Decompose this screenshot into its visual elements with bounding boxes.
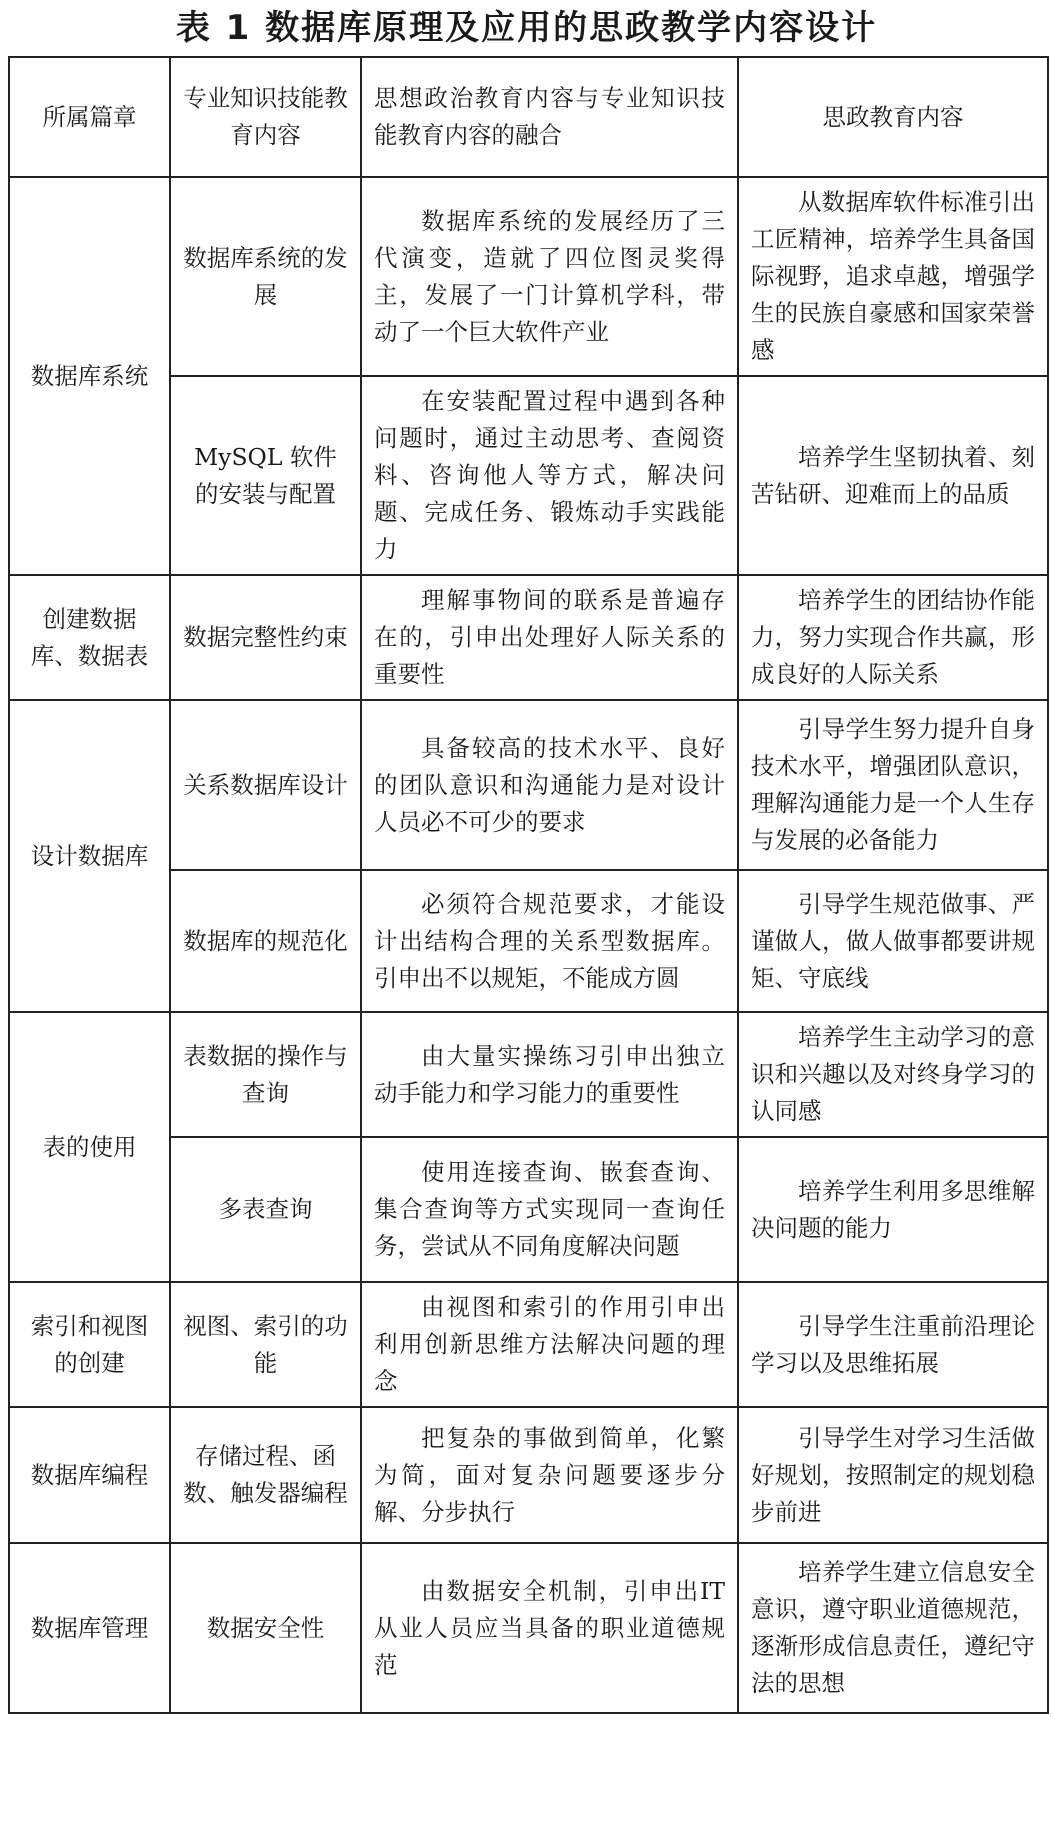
- cell-topic: 数据库的规范化: [170, 870, 361, 1012]
- cell-topic: 表数据的操作与查询: [170, 1012, 361, 1137]
- cell-content: 引导学生注重前沿理论学习以及思维拓展: [738, 1282, 1048, 1407]
- cell-chapter: 创建数据库、数据表: [9, 575, 170, 700]
- cell-chapter: 表的使用: [9, 1012, 170, 1282]
- table-row: [9, 1012, 1048, 1137]
- header-chapter: 所属篇章: [9, 57, 170, 177]
- cell-topic: 视图、索引的功能: [170, 1282, 361, 1407]
- cell-fusion: 具备较高的技术水平、良好的团队意识和沟通能力是对设计人员必不可少的要求: [361, 700, 738, 870]
- cell-chapter: 数据库系统: [9, 177, 170, 575]
- cell-fusion: 理解事物间的联系是普遍存在的，引申出处理好人际关系的重要性: [361, 575, 738, 700]
- cell-topic: 多表查询: [170, 1137, 361, 1282]
- table-header-row: [9, 57, 1048, 177]
- cell-content: 培养学生建立信息安全意识，遵守职业道德规范，逐渐形成信息责任，遵纪守法的思想: [738, 1543, 1048, 1713]
- cell-content: 从数据库软件标准引出工匠精神，培养学生具备国际视野，追求卓越，增强学生的民族自豪感和国家荣誉感: [738, 177, 1048, 376]
- cell-fusion: 在安装配置过程中遇到各种问题时，通过主动思考、查阅资料、咨询他人等方式，解决问题、完成任务、锻炼动手实践能力: [361, 376, 738, 575]
- cell-topic: 数据安全性: [170, 1543, 361, 1713]
- cell-content: 引导学生努力提升自身技术水平，增强团队意识，理解沟通能力是一个人生存与发展的必备能力: [738, 700, 1048, 870]
- cell-topic: 存储过程、函数、触发器编程: [170, 1407, 361, 1543]
- cell-content: 培养学生坚韧执着、刻苦钻研、迎难而上的品质: [738, 376, 1048, 575]
- table-title: 表 1 数据库原理及应用的思政教学内容设计: [175, 8, 878, 48]
- cell-topic: 数据库系统的发展: [170, 177, 361, 376]
- cell-fusion: 把复杂的事做到简单，化繁为简，面对复杂问题要逐步分解、分步执行: [361, 1407, 738, 1543]
- cell-topic: 关系数据库设计: [170, 700, 361, 870]
- content-design-table: [8, 56, 1049, 1714]
- cell-chapter: 设计数据库: [9, 700, 170, 1012]
- cell-topic: MySQL 软件的安装与配置: [170, 376, 361, 575]
- table-row: [9, 177, 1048, 376]
- cell-content: 培养学生的团结协作能力，努力实现合作共赢，形成良好的人际关系: [738, 575, 1048, 700]
- cell-fusion: 数据库系统的发展经历了三代演变，造就了四位图灵奖得主，发展了一门计算机学科，带动了一个巨大软件产业: [361, 177, 738, 376]
- cell-fusion: 必须符合规范要求，才能设计出结构合理的关系型数据库。引申出不以规矩，不能成方圆: [361, 870, 738, 1012]
- cell-fusion: 由大量实操练习引申出独立动手能力和学习能力的重要性: [361, 1012, 738, 1137]
- header-fusion: 思想政治教育内容与专业知识技能教育内容的融合: [361, 57, 738, 177]
- cell-content: 引导学生规范做事、严谨做人，做人做事都要讲规矩、守底线: [738, 870, 1048, 1012]
- cell-content: 引导学生对学习生活做好规划，按照制定的规划稳步前进: [738, 1407, 1048, 1543]
- table-row: [9, 1543, 1048, 1713]
- cell-chapter: 数据库编程: [9, 1407, 170, 1543]
- cell-content: 培养学生主动学习的意识和兴趣以及对终身学习的认同感: [738, 1012, 1048, 1137]
- cell-topic: 数据完整性约束: [170, 575, 361, 700]
- table-row: [9, 700, 1048, 870]
- table-row: [9, 1407, 1048, 1543]
- cell-chapter: 索引和视图的创建: [9, 1282, 170, 1407]
- table-row: [9, 575, 1048, 700]
- header-topic: 专业知识技能教育内容: [170, 57, 361, 177]
- cell-fusion: 使用连接查询、嵌套查询、集合查询等方式实现同一查询任务，尝试从不同角度解决问题: [361, 1137, 738, 1282]
- cell-fusion: 由视图和索引的作用引申出利用创新思维方法解决问题的理念: [361, 1282, 738, 1407]
- cell-fusion: 由数据安全机制，引申出IT从业人员应当具备的职业道德规范: [361, 1543, 738, 1713]
- cell-content: 培养学生利用多思维解决问题的能力: [738, 1137, 1048, 1282]
- header-content: 思政教育内容: [738, 57, 1048, 177]
- cell-chapter: 数据库管理: [9, 1543, 170, 1713]
- table-row: [9, 1282, 1048, 1407]
